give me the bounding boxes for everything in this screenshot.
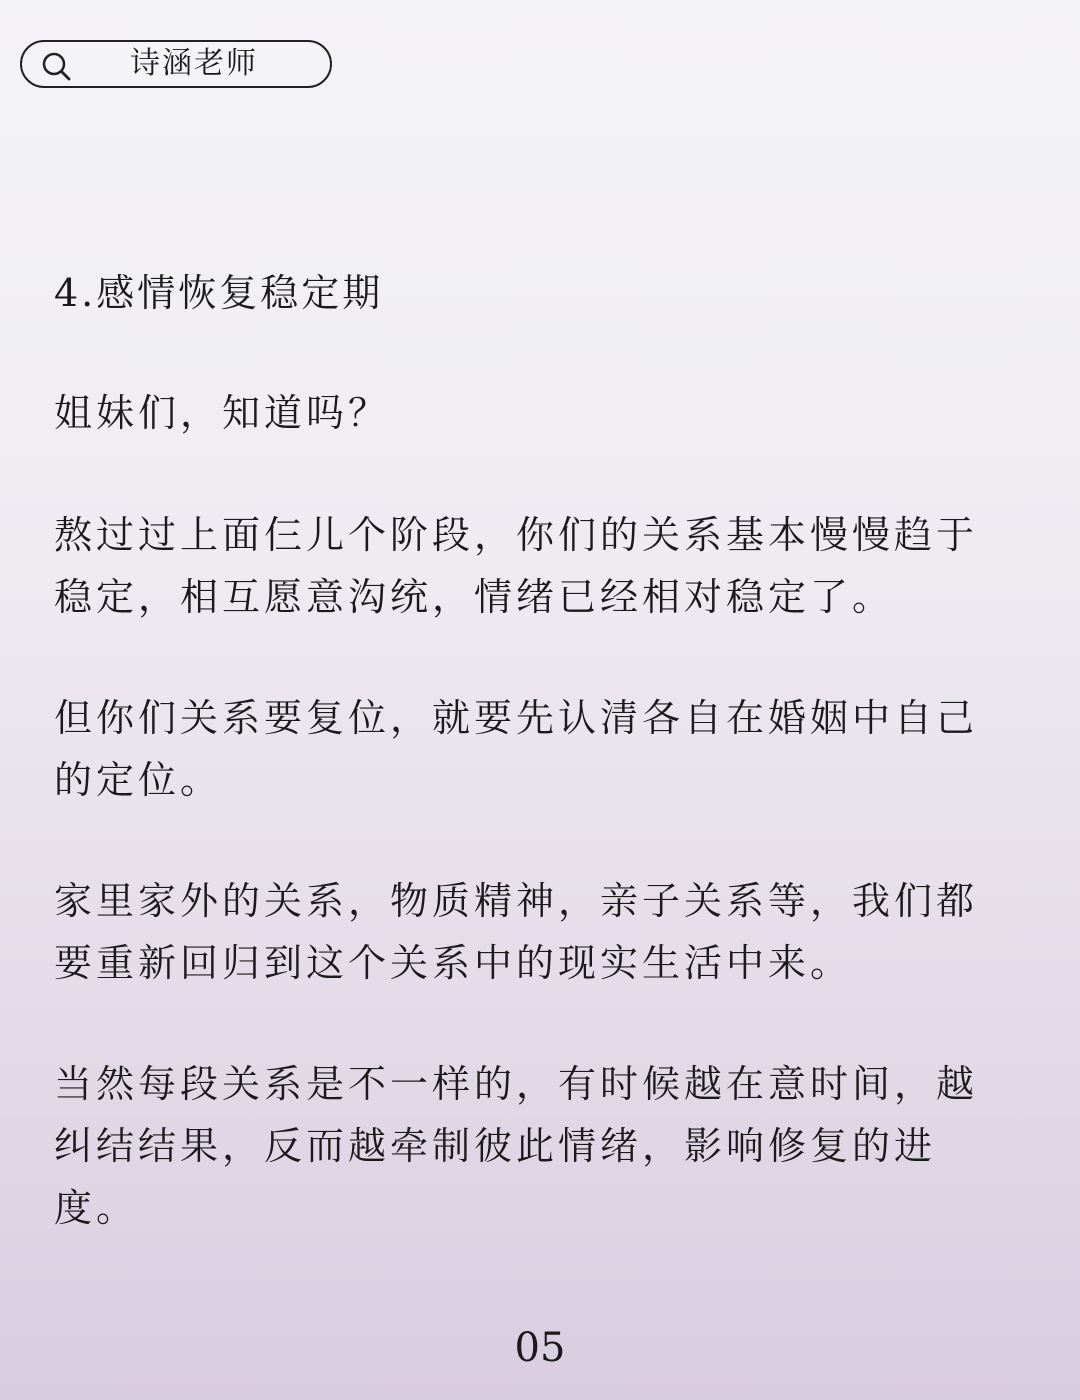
search-icon xyxy=(40,50,72,82)
paragraph-4-line-1: 家里家外的关系，物质精神，亲子关系等，我们都 xyxy=(54,879,979,923)
search-bar[interactable] xyxy=(20,40,332,88)
paragraph-2-line-1: 熬过过上面仨儿个阶段，你们的关系基本慢慢趋于 xyxy=(54,513,979,557)
paragraph-5-line-1: 当然每段关系是不一样的，有时候越在意时间，越 xyxy=(54,1062,979,1106)
paragraph-4-line-2: 要重新回归到这个关系中的现实生活中来。 xyxy=(54,941,853,985)
paragraph-5-line-3: 度。 xyxy=(54,1186,139,1230)
section-heading: 4.感情恢复稳定期 xyxy=(54,271,384,315)
page-number: 05 xyxy=(514,1325,566,1371)
paragraph-3-line-1: 但你们关系要复位，就要先认清各自在婚姻中自己 xyxy=(54,696,979,740)
paragraph-2-line-2: 稳定，相互愿意沟统，情绪已经相对稳定了。 xyxy=(54,575,895,619)
paragraph-5-line-2: 纠结结果，反而越牵制彼此情绪，影响修复的进 xyxy=(54,1124,937,1168)
paragraph-3-line-2: 的定位。 xyxy=(54,758,223,802)
paragraph-1-line-1: 姐妹们，知道吗？ xyxy=(54,391,391,435)
search-label: 诗涵老师 xyxy=(130,46,258,81)
